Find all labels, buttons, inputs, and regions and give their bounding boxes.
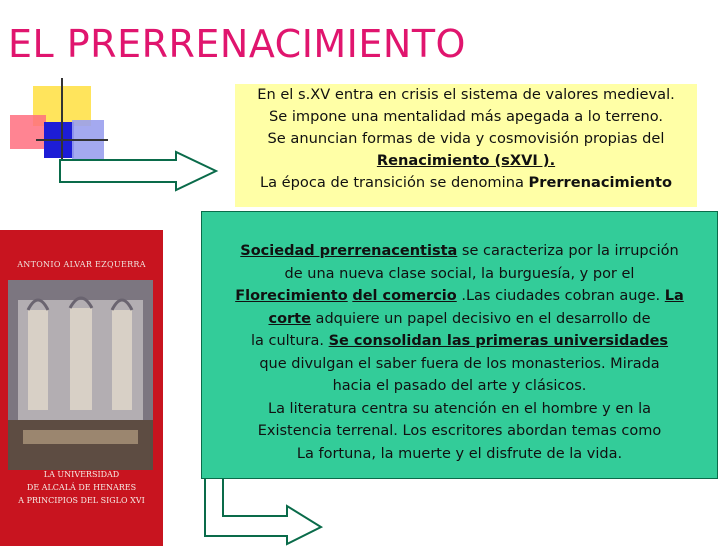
- text-span: adquiere un papel decisivo en el desarrollo de: [310, 310, 651, 327]
- society-text-box: [201, 211, 718, 479]
- prerrenacimiento-term: Prerrenacimiento: [528, 174, 673, 191]
- bent-arrow-icon: [195, 470, 330, 546]
- caption-line: LA UNIVERSIDAD: [43, 470, 120, 479]
- renacimiento-term: Renacimiento (sXVI ).: [376, 152, 556, 169]
- text-line: de una nueva clase social, la burguesía, y por el: [284, 265, 635, 282]
- text-span: la cultura.: [250, 333, 329, 349]
- universidades-term: Se consolidan las primeras universidades: [328, 333, 669, 349]
- la-term: La: [664, 288, 684, 304]
- book-caption: [0, 468, 163, 507]
- book-cover-image: [0, 230, 163, 546]
- comercio-term: del comercio: [352, 288, 457, 304]
- intro-line: En el s.XV entra en crisis el sistema de valores medieval.: [257, 86, 675, 103]
- book-author: ANTONIO ALVAR EZQUERRA: [17, 260, 146, 269]
- right-arrow-icon: [58, 150, 220, 192]
- text-span: se caracteriza por la irrupción: [457, 243, 679, 259]
- caption-line: DE ALCALÁ DE HENARES: [26, 483, 137, 492]
- intro-line: Se impone una mentalidad más apegada a lo terreno.: [268, 108, 664, 125]
- text-line: La literatura centra su atención en el hombre y en la: [267, 400, 651, 417]
- text-line: La fortuna, la muerte y el disfrute de la vida.: [296, 445, 623, 462]
- intro-line: La época de transición se denomina: [259, 174, 529, 191]
- sociedad-term: Sociedad prerrenacentista: [240, 243, 458, 259]
- book-cover-illustration: [8, 280, 153, 470]
- text-line: Existencia terrenal. Los escritores abordan temas como: [257, 423, 662, 439]
- intro-line: Se anuncian formas de vida y cosmovisión propias del: [267, 130, 665, 147]
- caption-line: A PRINCIPIOS DEL SIGLO XVI: [18, 496, 145, 505]
- slide-title: EL PRERRENACIMIENTO: [8, 22, 466, 66]
- corte-term: corte: [268, 310, 311, 327]
- text-line: hacia el pasado del arte y clásicos.: [332, 378, 587, 394]
- text-span: .Las ciudades cobran auge.: [456, 288, 665, 304]
- intro-text-box: [235, 84, 697, 207]
- florecimiento-term: Florecimiento: [235, 288, 348, 304]
- text-line: que divulgan el saber fuera de los monasterios. Mirada: [259, 355, 660, 372]
